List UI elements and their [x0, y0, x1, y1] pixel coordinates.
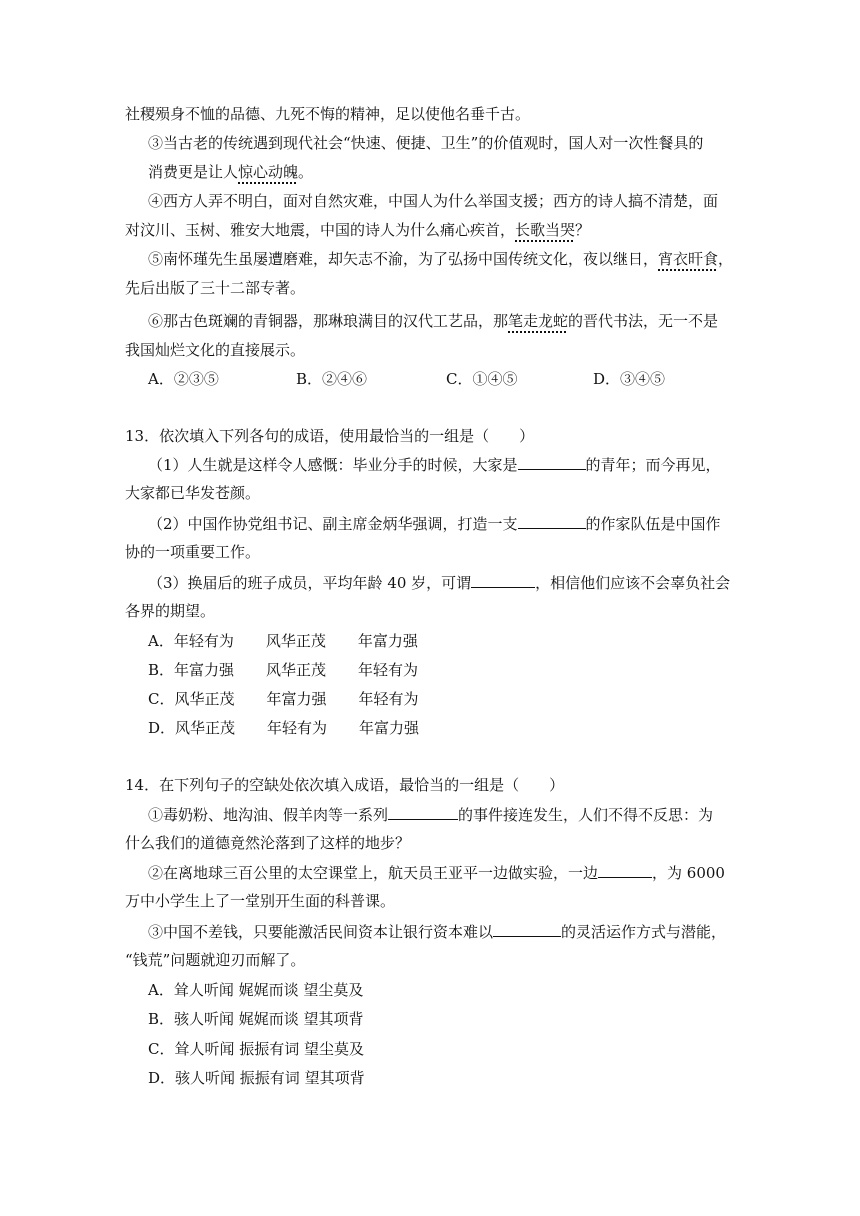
option-label: C． — [148, 690, 175, 708]
q12-sentence-5-line-2 — [125, 277, 305, 299]
q14-stem — [125, 774, 564, 796]
q14-sentence-1-line-2 — [125, 832, 410, 854]
q12-sentence-6-line-2 — [125, 339, 305, 361]
q14-s1-text: 的事件接连发生，人们不得不反思：为 — [458, 806, 714, 824]
q14-s3-text: 的灵活运作方式与潜能， — [561, 923, 727, 941]
answer-blank — [388, 803, 458, 820]
dotted-idiom: 宵衣旰食 — [658, 250, 719, 268]
q13-option-a — [148, 630, 418, 652]
q14-option-b-text: B．骇人听闻 娓娓而谈 望其项背 — [148, 1010, 364, 1028]
q14-option-a — [148, 979, 363, 1001]
option-word: 年富力强 — [359, 719, 420, 737]
q13-sentence-1-line-1 — [148, 453, 721, 476]
q14-sentence-2-line-1 — [148, 861, 725, 884]
q14-s3-text: ③中国不差钱，只要能激活民间资本让银行资本难以 — [148, 923, 494, 941]
answer-blank — [518, 453, 586, 470]
q13-option-d — [148, 717, 419, 739]
q13-s2-text: 协的一项重要工作。 — [125, 543, 261, 561]
q14-option-c-text: C．耸人听闻 振振有词 望尘莫及 — [148, 1040, 365, 1058]
q14-option-d — [148, 1067, 365, 1089]
q12-s6-text: ⑥那古色斑斓的青铜器，那琳琅满目的汉代工艺品，那 — [148, 312, 509, 330]
q12-s4-text: 对汶川、玉树、雅安大地震，中国的诗人为什么痛心疾首， — [125, 221, 516, 239]
dotted-idiom: 长歌当哭 — [515, 221, 576, 239]
q12-sentence-6-line-1 — [148, 310, 718, 332]
q14-option-c — [148, 1038, 364, 1060]
q13-s2-text: 的作家队伍是中国作 — [585, 515, 721, 533]
q14-option-d-text: D．骇人听闻 振振有词 望其项背 — [148, 1069, 365, 1087]
q14-s1-text: ①毒奶粉、地沟油、假羊肉等一系列 — [148, 806, 389, 824]
option-word: 年轻有为 — [358, 690, 419, 708]
q13-sentence-1-line-2 — [125, 482, 260, 504]
q13-s2-text: （2）中国作协党组书记、副主席金炳华强调，打造一支 — [148, 515, 518, 533]
q12-s5-text: 先后出版了三十二部专著。 — [125, 279, 306, 297]
q12-s3-text: ③当古老的传统遇到现代社会“快速、便捷、卫生”的价值观时，国人对一次性餐具的 — [148, 134, 704, 152]
option-label: B． — [148, 661, 175, 679]
q12-s3-text: 。 — [298, 163, 314, 181]
q14-sentence-2-line-2 — [125, 890, 395, 912]
q12-s5-text: ⑤南怀瑾先生虽屡遭磨难，却矢志不渝，为了弘扬中国传统文化，夜以继日， — [148, 250, 659, 268]
q13-sentence-3-line-2 — [125, 600, 215, 622]
option-word: 年富力强 — [174, 661, 235, 679]
q12-s4-text: ④西方人弄不明白，面对自然灾难，中国人为什么举国支援；西方的诗人搞不清楚，面 — [148, 192, 719, 210]
q13-s1-text: （1）人生就是这样令人感慨：毕业分手的时候，大家是 — [148, 456, 518, 474]
q14-s1-text: 什么我们的道德竟然沦落到了这样的地步？ — [125, 834, 411, 852]
q12-sentence-3-line-1 — [148, 132, 703, 154]
q13-sentence-2-line-2 — [125, 541, 260, 563]
q13-s1-text: 的青年；而今再见， — [585, 456, 721, 474]
q12-option-a: A．②③⑤ — [148, 370, 219, 388]
q12-s6-text: 我国灿烂文化的直接展示。 — [125, 341, 306, 359]
q14-option-a-text: A．耸人听闻 娓娓而谈 望尘莫及 — [148, 981, 364, 999]
q12-sentence-5-line-1 — [148, 248, 733, 270]
q12-s3-text: 消费更是让人 — [148, 163, 239, 181]
q12-option-b: B．②④⑥ — [296, 370, 368, 388]
q12-sentence-4-line-2 — [125, 219, 590, 241]
answer-blank — [598, 861, 652, 878]
q12-option-d: D．③④⑤ — [593, 370, 666, 388]
option-word: 年轻有为 — [267, 719, 328, 737]
q13-sentence-2-line-1 — [148, 512, 721, 535]
q12-sentence-4-line-1 — [148, 190, 718, 212]
q12-options — [148, 368, 768, 390]
q13-s1-text: 大家都已华发苍颜。 — [125, 484, 261, 502]
q14-s2-text: ，为 6000 — [652, 864, 725, 882]
q13-s3-text: ，相信他们应该不会辜负社会 — [535, 574, 731, 592]
q14-option-b — [148, 1008, 364, 1030]
option-word: 年轻有为 — [358, 661, 419, 679]
option-word: 年富力强 — [266, 690, 327, 708]
dotted-idiom: 惊心动魄 — [238, 163, 299, 181]
q13-option-c — [148, 688, 419, 710]
q14-s2-text: ②在离地球三百公里的太空课堂上，航天员王亚平一边做实验，一边 — [148, 864, 599, 882]
q12-s5-text: ， — [718, 250, 734, 268]
option-word: 风华正茂 — [175, 719, 236, 737]
q12-option-c: C．①④⑤ — [446, 370, 518, 388]
answer-blank — [518, 512, 586, 529]
option-label: D． — [148, 719, 176, 737]
answer-blank — [493, 920, 561, 937]
option-word: 风华正茂 — [266, 661, 327, 679]
q12-s6-text: 的晋代书法，无一不是 — [568, 312, 719, 330]
q14-s2-text: 万中小学生上了一堂别开生面的科普课。 — [125, 892, 396, 910]
option-word: 年轻有为 — [173, 632, 234, 650]
q13-s3-text: （3）换届后的班子成员，平均年龄 40 岁，可谓 — [148, 574, 472, 592]
option-label: A． — [148, 632, 174, 650]
option-word: 风华正茂 — [174, 690, 235, 708]
q13-stem-text: 13．依次填入下列各句的成语，使用最恰当的一组是（ ） — [125, 427, 535, 445]
q13-sentence-3-line-1 — [148, 571, 730, 594]
option-word: 年富力强 — [357, 632, 418, 650]
q12-s4-text: ？ — [575, 221, 591, 239]
q13-option-b — [148, 659, 418, 681]
q12-sentence-3-line-2 — [148, 161, 313, 183]
q12-continuation-text: 社稷殒身不恤的品德、九死不悔的精神，足以使他名垂千古。 — [125, 105, 531, 123]
dotted-idiom: 笔走龙蛇 — [508, 312, 569, 330]
q14-stem-text: 14．在下列句子的空缺处依次填入成语，最恰当的一组是（ ） — [125, 776, 565, 794]
q14-sentence-3-line-1 — [148, 920, 726, 943]
q14-sentence-1-line-1 — [148, 803, 713, 826]
answer-blank — [471, 571, 535, 588]
q14-sentence-3-line-2 — [125, 949, 305, 971]
q14-s3-text: “钱荒”问题就迎刃而解了。 — [125, 951, 306, 969]
q12-continuation-line — [125, 103, 530, 125]
option-word: 风华正茂 — [265, 632, 326, 650]
q13-s3-text: 各界的期望。 — [125, 602, 216, 620]
q13-stem — [125, 425, 534, 447]
